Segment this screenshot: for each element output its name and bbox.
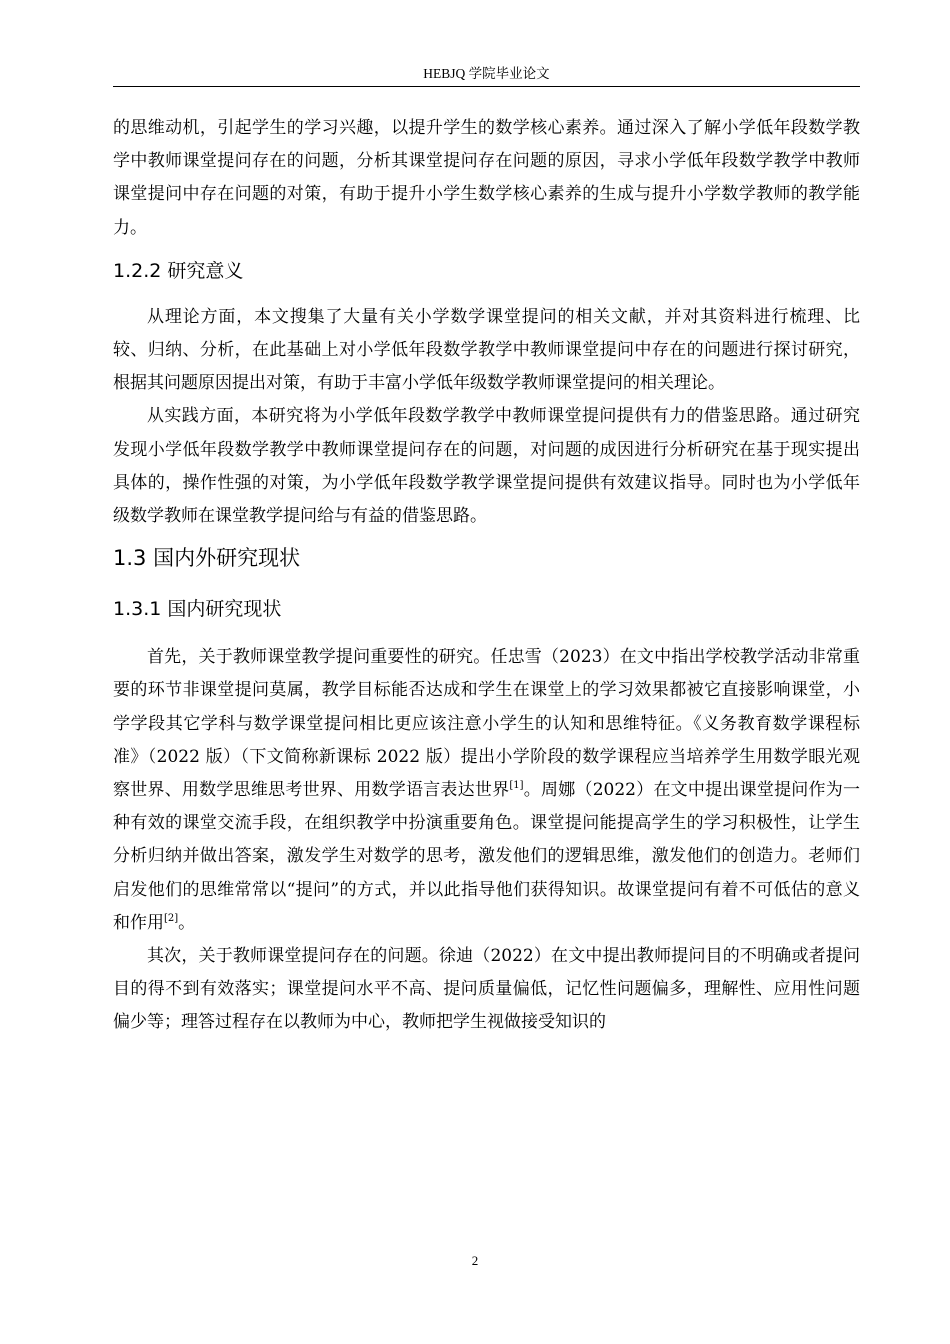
section-heading-1-2-2: 1.2.2 研究意义 [113,259,244,282]
citation-2[interactable]: [2] [164,912,179,924]
paragraph-practice: 从实践方面，本研究将为小学低年段数学教学中教师课堂提问提供有力的借鉴思路。通过研究发现小学低年段数学教学中教师课堂提问存在的问题，对问题的成因进行分析研究在基于现实提出具体的，操作性强的对策，为小学低年段数学教学课堂提问提供有效建议指导。同时也为小学低年级数学教师在课堂教学提问给与有益的借鉴思路。 [113,406,860,527]
section-heading-1-3: 1.3 国内外研究现状 [113,546,301,571]
paragraph-importance-text-a: 首先，关于教师课堂教学提问重要性的研究。任忠雪（2023）在文中指出学校教学活动非常重要的环节非课堂提问莫属，教学目标能否达成和学生在课堂上的学习效果都被它直接影响课堂，小学学段其它学科与数学课堂提问相比更应该注意小学生的认知和思维特征。《义务教育数学课程标准》（2022 版）（下文简称新课标 2022 版）提出小学阶段的数学课程应当培养学生用数学眼光观察世界、用数学思维思考世界、用数学语言表达世界 [113,647,860,801]
paragraph-importance-text-b: 。周娜（2022）在文中提出课堂提问作为一种有效的课堂交流手段，在组织教学中扮演重要角色。课堂提问能提高学生的学习积极性，让学生分析归纳并做出答案，激发学生对数学的思考，激发他们的逻辑思维，激发他们的创造力。老师们启发他们的思维常常以“提问”的方式，并以此指导他们获得知识。故课堂提问有着不可低估的意义和作用 [113,780,861,933]
paragraph-theory: 从理论方面，本文搜集了大量有关小学数学课堂提问的相关文献，并对其资料进行梳理、比较、归纳、分析，在此基础上对小学低年段数学教学中教师课堂提问中存在的问题进行探讨研究，根据其问题原因提出对策，有助于丰富小学低年级数学教师课堂提问的相关理论。 [113,306,860,394]
page-number: 2 [471,1253,479,1268]
running-header: HEBJQ 学院毕业论文 [113,62,860,87]
paragraph-importance-text-c: 。 [178,912,196,933]
paragraph-continuation: 的思维动机，引起学生的学习兴趣，以提升学生的数学核心素养。通过深入了解小学低年段数学教学中教师课堂提问存在的问题，分析其课堂提问存在问题的原因，寻求小学低年段数学教学中教师课堂提问中存在问题的对策，有助于提升小学生数学核心素养的生成与提升小学数学教师的教学能力。 [113,118,860,238]
citation-1[interactable]: [1] [509,780,524,792]
section-heading-1-3-1: 1.3.1 国内研究现状 [113,598,282,621]
body-text [113,112,860,1040]
paragraph-importance [113,641,860,940]
paragraph-problems: 其次，关于教师课堂提问存在的问题。徐迪（2022）在文中提出教师提问目的不明确或者提问目的得不到有效落实；课堂提问水平不高、提问质量偏低，记忆性问题偏多，理解性、应用性问题偏少等；理答过程存在以教师为中心，教师把学生视做接受知识的 [113,946,860,1033]
